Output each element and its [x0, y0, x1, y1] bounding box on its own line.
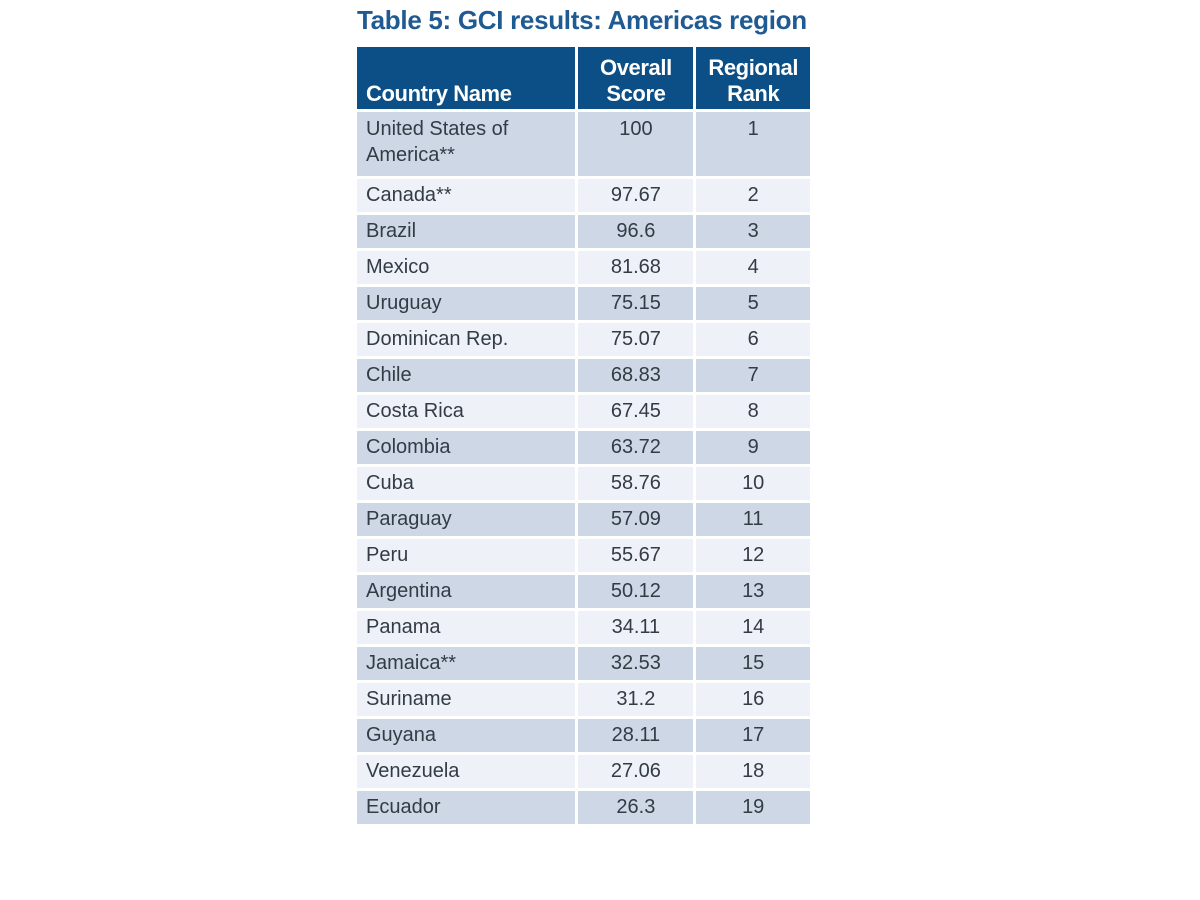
table-row — [357, 755, 810, 788]
table-row — [357, 575, 810, 608]
rank-cell: 16 — [696, 683, 810, 716]
score-cell: 75.07 — [578, 323, 693, 356]
country-cell: United States of America** — [357, 112, 575, 176]
score-cell: 27.06 — [578, 755, 693, 788]
rank-cell: 10 — [696, 467, 810, 500]
rank-cell: 9 — [696, 431, 810, 464]
country-cell: Jamaica** — [357, 647, 575, 680]
table-container — [357, 4, 813, 827]
country-cell: Panama — [357, 611, 575, 644]
table-row — [357, 215, 810, 248]
country-cell: Argentina — [357, 575, 575, 608]
header-regional-rank-line1: Regional — [708, 55, 799, 80]
table-row — [357, 287, 810, 320]
score-cell: 96.6 — [578, 215, 693, 248]
country-cell: Mexico — [357, 251, 575, 284]
rank-cell: 2 — [696, 179, 810, 212]
country-cell: Dominican Rep. — [357, 323, 575, 356]
country-cell: Canada** — [357, 179, 575, 212]
rank-cell: 17 — [696, 719, 810, 752]
table-row — [357, 719, 810, 752]
rank-cell: 11 — [696, 503, 810, 536]
rank-cell: 5 — [696, 287, 810, 320]
table-row — [357, 112, 810, 176]
header-regional-rank-line2: Rank — [727, 81, 780, 106]
country-cell: Cuba — [357, 467, 575, 500]
table-row — [357, 359, 810, 392]
table-row — [357, 503, 810, 536]
country-cell: Paraguay — [357, 503, 575, 536]
rank-cell: 13 — [696, 575, 810, 608]
table-row — [357, 431, 810, 464]
table-title: Table 5: GCI results: Americas region — [357, 5, 807, 35]
country-cell: Venezuela — [357, 755, 575, 788]
score-cell: 31.2 — [578, 683, 693, 716]
country-cell: Guyana — [357, 719, 575, 752]
rank-cell: 6 — [696, 323, 810, 356]
score-cell: 100 — [578, 112, 693, 176]
header-overall-score — [578, 47, 693, 109]
country-cell: Suriname — [357, 683, 575, 716]
rank-cell: 4 — [696, 251, 810, 284]
country-cell: Colombia — [357, 431, 575, 464]
table-row — [357, 467, 810, 500]
table-row — [357, 539, 810, 572]
rank-cell: 3 — [696, 215, 810, 248]
table-row — [357, 647, 810, 680]
score-cell: 50.12 — [578, 575, 693, 608]
score-cell: 63.72 — [578, 431, 693, 464]
score-cell: 28.11 — [578, 719, 693, 752]
rank-cell: 19 — [696, 791, 810, 824]
table-row — [357, 791, 810, 824]
rank-cell: 8 — [696, 395, 810, 428]
table-row — [357, 179, 810, 212]
header-country-name: Country Name — [357, 47, 575, 109]
header-overall-score-line2: Score — [606, 81, 666, 106]
score-cell: 75.15 — [578, 287, 693, 320]
header-row — [357, 47, 810, 109]
table-row — [357, 251, 810, 284]
score-cell: 32.53 — [578, 647, 693, 680]
gci-results-table — [354, 44, 813, 827]
score-cell: 55.67 — [578, 539, 693, 572]
score-cell: 81.68 — [578, 251, 693, 284]
score-cell: 67.45 — [578, 395, 693, 428]
score-cell: 58.76 — [578, 467, 693, 500]
rank-cell: 1 — [696, 112, 810, 176]
header-overall-score-line1: Overall — [599, 55, 672, 80]
score-cell: 34.11 — [578, 611, 693, 644]
rank-cell: 15 — [696, 647, 810, 680]
table-row — [357, 395, 810, 428]
score-cell: 68.83 — [578, 359, 693, 392]
rank-cell: 18 — [696, 755, 810, 788]
rank-cell: 14 — [696, 611, 810, 644]
score-cell: 57.09 — [578, 503, 693, 536]
country-cell: Ecuador — [357, 791, 575, 824]
table-row — [357, 611, 810, 644]
table-row — [357, 323, 810, 356]
country-cell: Chile — [357, 359, 575, 392]
rank-cell: 12 — [696, 539, 810, 572]
country-cell: Uruguay — [357, 287, 575, 320]
score-cell: 97.67 — [578, 179, 693, 212]
country-cell: Peru — [357, 539, 575, 572]
score-cell: 26.3 — [578, 791, 693, 824]
country-cell: Costa Rica — [357, 395, 575, 428]
table-row — [357, 683, 810, 716]
header-regional-rank — [696, 47, 810, 109]
rank-cell: 7 — [696, 359, 810, 392]
country-cell: Brazil — [357, 215, 575, 248]
